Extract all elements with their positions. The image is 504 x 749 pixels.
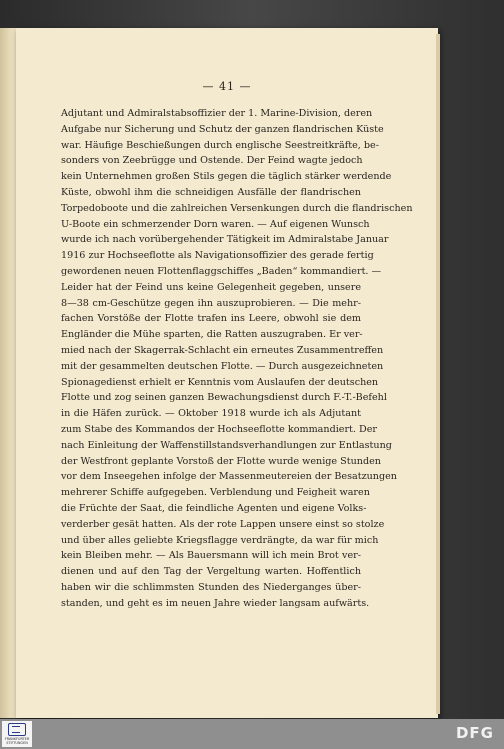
text-line: sonders von Zeebrügge und Ostende. Der Feind wagte jedoch [61, 155, 363, 167]
text-line: gewordenen neuen Flottenflaggschiffes „Baden“ kommandiert. — [61, 265, 382, 277]
text-line: 1916 zur Hochseeflotte als Navigationsoffizier des gerade fertig [61, 250, 374, 262]
dfg-logo[interactable]: DFG [455, 724, 494, 742]
text-line: fachen Vorstöße der Flotte trafen ins Leere, obwohl sie dem [61, 313, 361, 325]
text-line: wurde ich nach vorübergehender Tätigkeit im Admiralstabe Januar [61, 234, 389, 246]
text-line: Küste, obwohl ihm die schneidigen Ausfälle der flandrischen [61, 186, 361, 198]
text-line: kein Bleiben mehr. — Als Bauersmann will ich mein Brot ver- [61, 550, 361, 562]
text-line: Aufgabe nur Sicherung und Schutz der ganzen flandrischen Küste [61, 123, 384, 135]
library-logo-text: FRANKFURTER STIFTUNGEN [4, 736, 30, 745]
text-line: Engländer die Mühe sparten, die Ratten auszugraben. Er ver- [61, 329, 363, 341]
library-logo[interactable] [2, 721, 32, 747]
text-line: standen, und geht es im neuen Jahre wieder langsam aufwärts. [61, 597, 370, 609]
text-line: in die Häfen zurück. — Oktober 1918 wurde ich als Adjutant [61, 408, 361, 420]
text-line: Leider hat der Feind uns keine Gelegenheit gegeben, unsere [61, 281, 361, 293]
text-line: verderber gesät hatten. Als der rote Lappen unsere einst so stolze [61, 518, 385, 530]
text-line: dienen und auf den Tag der Vergeltung warten. Hoffentlich [61, 566, 361, 578]
text-line: Torpedoboote und die zahlreichen Versenkungen durch die flandrischen [61, 202, 413, 214]
text-line: zum Stabe des Kommandos der Hochseeflotte kommandiert. Der [61, 423, 377, 435]
text-line: der Westfront geplante Vorstoß der Flotte wurde wenige Stunden [61, 455, 381, 467]
text-line: war. Häufige Beschießungen durch englische Seestreitkräfte, be- [61, 139, 379, 151]
text-line: mehrerer Schiffe aufgegeben. Verblendung und Feigheit waren [61, 487, 370, 499]
text-line: vor dem Inseegehen infolge der Massenmeutereien der Besatzungen [61, 471, 397, 483]
page-number: — 41 — [202, 80, 252, 93]
page-edge [436, 34, 440, 714]
text-line: 8—38 cm-Geschütze gegen ihn auszuprobieren. — Die mehr- [61, 297, 361, 309]
footer-bar [0, 719, 504, 749]
text-line: die Früchte der Saat, die feindliche Agenten und eigene Volks- [61, 502, 367, 514]
text-line: Flotte und zog seinen ganzen Bewachungsdienst durch F.-T.-Befehl [61, 392, 387, 404]
text-line: Spionagedienst erhielt er Kenntnis vom Auslaufen der deutschen [61, 376, 379, 388]
library-logo-icon [8, 723, 26, 736]
text-line: mit der gesammelten deutschen Flotte. — Durch ausgezeichneten [61, 360, 384, 372]
book-page [16, 28, 438, 718]
text-line: und über alles geliebte Kriegsflagge verdrängte, da war für mich [61, 534, 379, 546]
text-line: mied nach der Skagerrak-Schlacht ein erneutes Zusammentreffen [61, 344, 384, 356]
body-text [61, 106, 413, 612]
text-line: Adjutant und Admiralstabsoffizier der 1. Marine-Division, deren [61, 108, 373, 119]
book-spine-edge [0, 28, 16, 718]
text-line: nach Einleitung der Waffenstillstandsverhandlungen zur Entlastung [61, 439, 392, 451]
text-line: U-Boote ein schmerzender Dorn waren. — Auf eigenen Wunsch [61, 218, 370, 230]
text-line: kein Unternehmen großen Stils gegen die täglich stärker werdende [61, 171, 392, 183]
text-line: haben wir die schlimmsten Stunden des Niederganges über- [61, 581, 361, 593]
